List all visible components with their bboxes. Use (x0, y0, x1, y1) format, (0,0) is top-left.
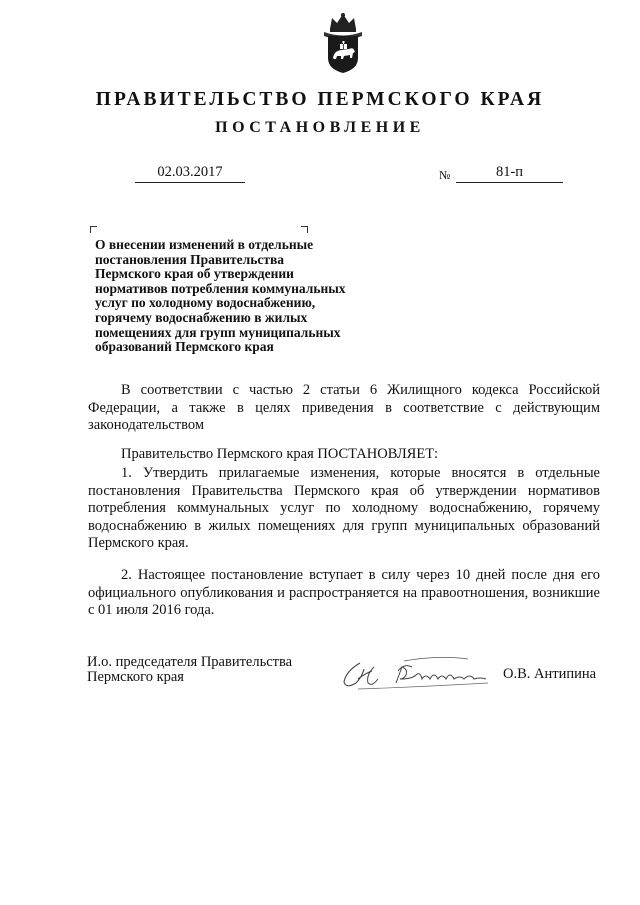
subject-bracket-left (90, 226, 97, 233)
document-subject: О внесении изменений в отдельные постановления Правительства Пермского края об утверждении нормативов потребления коммунальных услуг по холодному водоснабжению, горячему водоснабжению в жилых помещениях для групп муниципальных образований Пермского края (95, 237, 346, 355)
body-paragraph-3: 1. Утвердить прилагаемые изменения, которые вносятся в отдельные постановления Правительства Пермского края об утверждении нормативов потребления коммунальных услуг по холодному водоснабжению, горячему водоснабжению в жилых помещениях для групп муниципальных образований Пермского края. (88, 465, 600, 551)
body-paragraph-1: В соответствии с частью 2 статьи 6 Жилищного кодекса Российской Федерации, а также в целях приведения в соответствие с действующим законодательством (88, 382, 600, 433)
number-label: № (439, 168, 451, 182)
subject-bracket-right (301, 226, 308, 233)
document-date: 02.03.2017 (135, 164, 245, 183)
perm-coat-of-arms-icon (322, 12, 364, 74)
body-paragraph-4: 2. Настоящее постановление вступает в силу через 10 дней после дня его официального опубликования и распространяется на правоотношения, возникшие с 01 июля 2016 года. (88, 567, 600, 618)
signatory-name: О.В. Антипина (503, 666, 597, 682)
signatory-role: И.о. председателя Правительства Пермского края (87, 654, 293, 685)
document-number: 81-п (456, 164, 563, 183)
government-title: ПРАВИТЕЛЬСТВО ПЕРМСКОГО КРАЯ (95, 89, 545, 110)
document-type: ПОСТАНОВЛЕНИЕ (215, 119, 425, 136)
body-paragraph-2: Правительство Пермского края ПОСТАНОВЛЯЕТ: (121, 446, 439, 462)
handwritten-signature (338, 649, 510, 693)
